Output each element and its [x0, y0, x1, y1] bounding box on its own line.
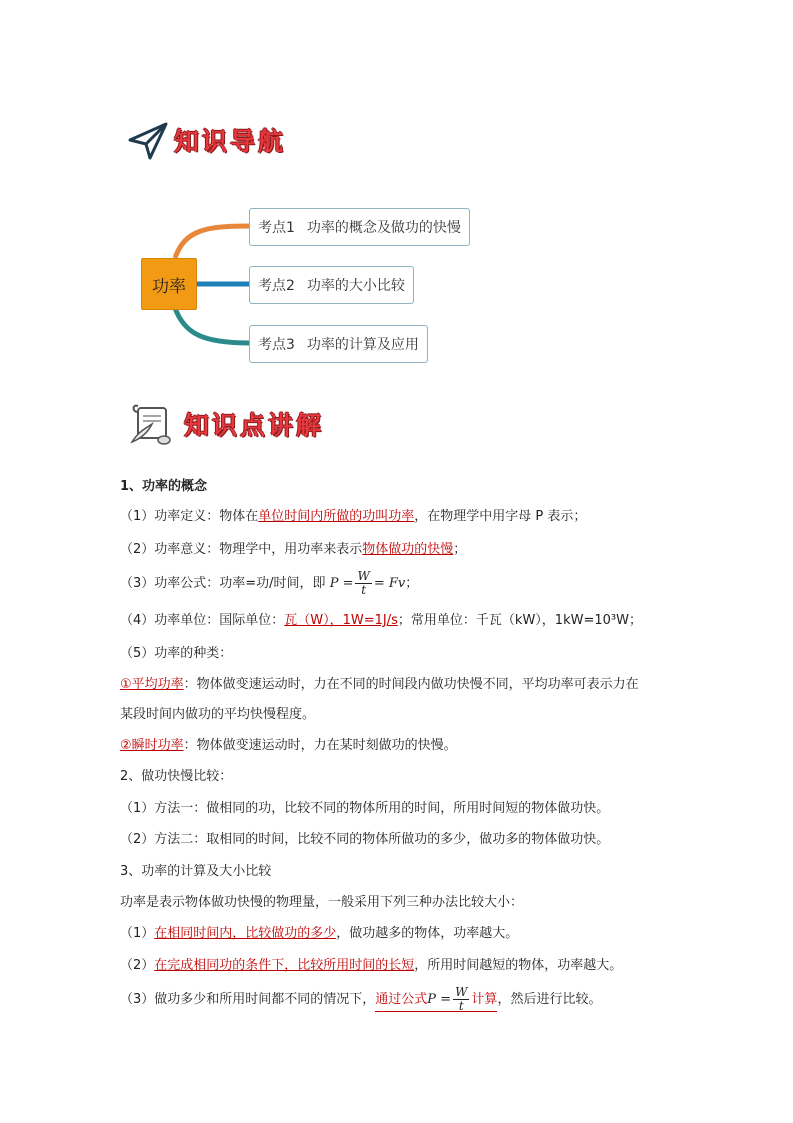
underlined-formula	[375, 985, 498, 1013]
meaning-line	[120, 541, 466, 559]
numerator: W	[455, 985, 468, 999]
highlight: 在完成相同功的条件下，比较所用时间的长短	[154, 958, 415, 973]
highlight: 单位时间内所做的功叫功率	[258, 509, 415, 524]
text: （1）功率定义：物体在	[120, 509, 259, 524]
branch-label: 功率的概念及做功的快慢	[306, 220, 461, 236]
kinds-line: （5）功率的种类：	[120, 646, 233, 661]
unit-line	[120, 612, 642, 630]
mindmap-branch-2	[249, 266, 414, 304]
text: （2）功率意义：物理学中，用功率来表示	[120, 542, 363, 557]
mindmap-branch-1	[249, 208, 470, 246]
formula-symbol: P =	[329, 576, 354, 591]
branch-label: 功率的大小比较	[306, 278, 405, 294]
section-3-title: 3、功率的计算及大小比较	[120, 864, 272, 879]
branch-number: 考点2	[258, 278, 295, 294]
text: （3）做功多少和所用时间都不同的情况下，	[120, 992, 376, 1007]
denominator: t	[458, 999, 464, 1013]
text: ；	[453, 542, 467, 557]
denominator: t	[361, 583, 367, 597]
highlight: 瓦（W），1W=1J/s	[284, 613, 398, 628]
section-2-title: 2、做功快慢比较：	[120, 769, 233, 784]
text: ：物体做变速运动时，力在某时刻做功的快慢。	[183, 738, 457, 753]
method-2-line: （2）方法二：取相同的时间，比较不同的物体所做功的多少，做功多的物体做功快。	[120, 832, 610, 847]
scroll-quill-icon	[128, 402, 174, 446]
section-1-title: 1、功率的概念	[120, 479, 208, 494]
highlight: 物体做功的快慢	[362, 542, 454, 557]
formula-line	[120, 566, 418, 602]
text: ：物体做变速运动时，力在不同的时间段内做功快慢不同，平均功率可表示力在	[183, 677, 639, 692]
highlight: 计算	[471, 992, 498, 1007]
compare-1-line	[120, 925, 518, 943]
text: （4）功率单位：国际单位：	[120, 613, 285, 628]
mindmap-branch-3	[249, 325, 428, 363]
text: （3）功率公式：功率=功/时间，即	[120, 576, 326, 591]
formula-symbol: P =	[427, 992, 452, 1007]
highlight: 在相同时间内，比较做功的多少	[154, 926, 337, 941]
fraction	[453, 986, 469, 1013]
text: ，做功越多的物体，功率越大。	[336, 926, 519, 941]
text: ，所用时间越短的物体，功率越大。	[414, 958, 623, 973]
average-power-line-2: 某段时间内做功的平均快慢程度。	[120, 707, 316, 722]
highlight: ②瞬时功率	[120, 738, 184, 753]
text: ，在物理学中用字母 P 表示；	[414, 509, 587, 524]
highlight: 通过公式	[375, 992, 428, 1007]
nav-title: 知识导航	[174, 127, 287, 156]
formula-rest: = Fv	[373, 576, 406, 591]
text: ，然后进行比较。	[497, 992, 602, 1007]
definition-line	[120, 508, 586, 526]
branch-number: 考点3	[258, 337, 295, 353]
average-power-line	[120, 676, 639, 694]
compare-3-line	[120, 982, 601, 1018]
branch-number: 考点1	[258, 220, 295, 236]
text: ；常用单位：千瓦（kW），1kW=10³W；	[397, 613, 642, 628]
numerator: W	[357, 569, 370, 583]
section-3-intro: 功率是表示物体做功快慢的物理量，一般采用下列三种办法比较大小：	[120, 895, 524, 910]
text: ；	[405, 576, 419, 591]
mindmap-root: 功率	[141, 258, 197, 310]
text: （2）	[120, 958, 155, 973]
explain-heading	[128, 402, 324, 446]
fraction	[355, 570, 371, 597]
instant-power-line	[120, 737, 457, 755]
branch-label: 功率的计算及应用	[306, 337, 419, 353]
text: （1）	[120, 926, 155, 941]
compare-2-line	[120, 957, 622, 975]
highlight: ①平均功率	[120, 677, 184, 692]
explain-title: 知识点讲解	[184, 411, 325, 440]
method-1-line: （1）方法一：做相同的功，比较不同的物体所用的时间，所用时间短的物体做功快。	[120, 801, 610, 816]
